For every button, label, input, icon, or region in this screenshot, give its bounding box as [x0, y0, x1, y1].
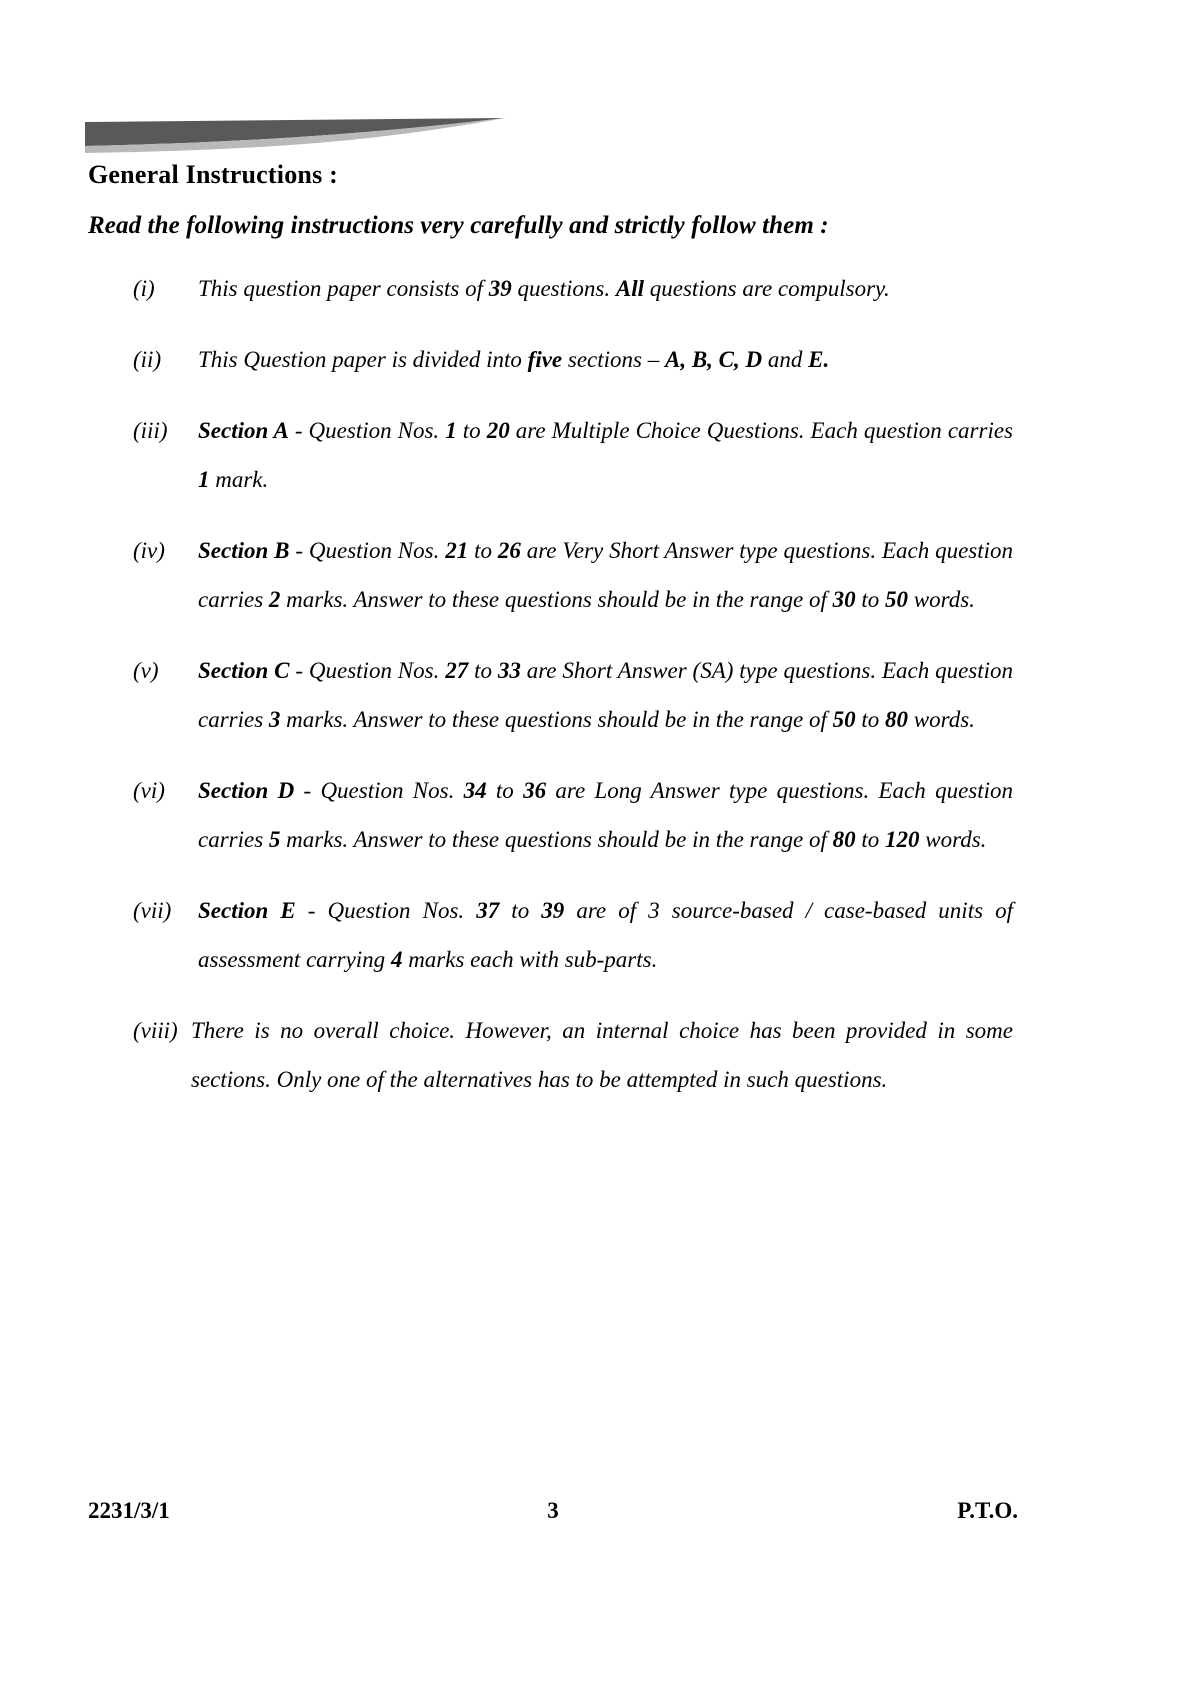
- list-item: [133, 1006, 1013, 1104]
- list-item: [133, 886, 1013, 984]
- page-number: 3: [547, 1498, 559, 1523]
- list-item: [133, 766, 1013, 864]
- list-item-marker: (vi): [133, 778, 165, 803]
- list-item: [133, 335, 1013, 384]
- list-item-text: This question paper consists of 39 questions. All questions are compulsory.: [198, 276, 890, 301]
- paper-code: 2231/3/1: [88, 1498, 170, 1523]
- list-item-text: Section D - Question Nos. 34 to 36 are Long Answer type questions. Each question carries 5 marks. Answer to these questions should be in the range of 80 to 120 words.: [198, 778, 1014, 852]
- list-item-marker: (viii): [133, 1018, 178, 1043]
- list-item-marker: (iv): [133, 538, 165, 563]
- list-item-text: Section C - Question Nos. 27 to 33 are Short Answer (SA) type questions. Each question carries 3 marks. Answer to these questions should be in the range of 50 to 80 words.: [198, 658, 1014, 732]
- list-item-marker: (v): [133, 658, 159, 683]
- list-item-marker: (vii): [133, 898, 172, 923]
- list-item-text: Section A - Question Nos. 1 to 20 are Multiple Choice Questions. Each question carries 1 mark.: [198, 418, 1013, 492]
- list-item: [133, 406, 1013, 504]
- list-item-text: Section B - Question Nos. 21 to 26 are Very Short Answer type questions. Each question carries 2 marks. Answer to these questions should be in the range of 30 to 50 words.: [198, 538, 1014, 612]
- list-item: [133, 526, 1013, 624]
- turn-over-label: P.T.O.: [957, 1498, 1018, 1523]
- list-item-marker: (iii): [133, 418, 168, 443]
- list-item-marker: (i): [133, 276, 155, 301]
- page-title: General Instructions :: [88, 160, 338, 189]
- lead-instruction: Read the following instructions very carefully and strictly follow them :: [88, 212, 829, 239]
- page-footer: [88, 1498, 1018, 1524]
- list-item: [133, 264, 1013, 313]
- list-item-text: This Question paper is divided into five sections – A, B, C, D and E.: [198, 347, 830, 372]
- list-item-text: There is no overall choice. However, an internal choice has been provided in some sections. Only one of the alternatives has to be attempted in such questions.: [191, 1018, 1013, 1092]
- swoosh-decoration-icon: [85, 116, 505, 156]
- list-item-marker: (ii): [133, 347, 162, 372]
- list-item-text: Section E - Question Nos. 37 to 39 are of 3 source-based / case-based units of assessment carrying 4 marks each with sub-parts.: [198, 898, 1014, 972]
- list-item: [133, 646, 1013, 744]
- general-instructions-list: [133, 264, 1013, 1126]
